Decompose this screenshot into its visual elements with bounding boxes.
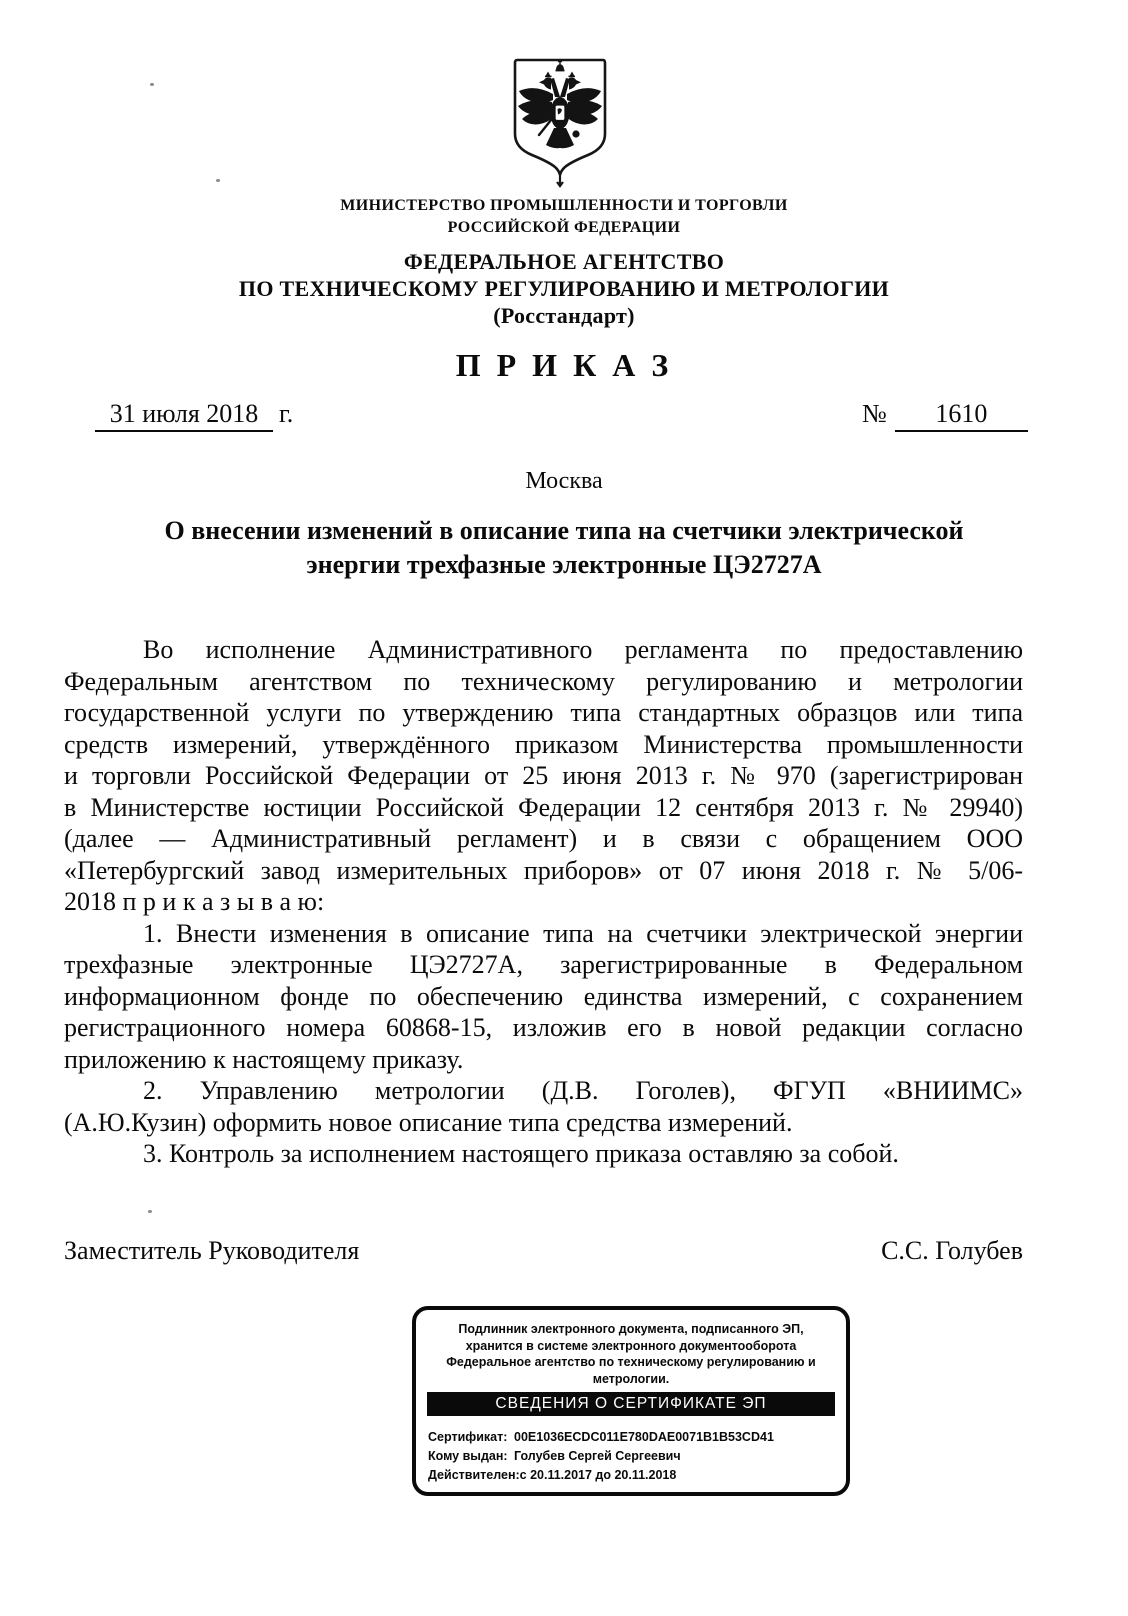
certificate-row xyxy=(428,1447,834,1466)
body-line: информационном фонде по обеспечению единства измерений, с сохранением xyxy=(64,981,1023,1011)
digital-signature-stamp xyxy=(412,1306,850,1496)
body-line: 2. Управлению метрологии (Д.В. Гоголев), ФГУП «ВНИИМС» xyxy=(143,1076,1023,1105)
signatory-name: С.С. Голубев xyxy=(881,1236,1023,1265)
signature-block xyxy=(64,1236,1023,1266)
order-number-block xyxy=(862,398,1028,432)
order-date: 31 июля 2018 xyxy=(95,398,273,432)
body-line: 3. Контроль за исполнением настоящего приказа оставляю за собой. xyxy=(143,1139,899,1168)
body-line: (А.Ю.Кузин) оформить новое описание типа средства измерений. xyxy=(64,1107,793,1137)
doc-type-heading: П Р И К А З xyxy=(455,347,673,383)
shield-tail xyxy=(557,173,563,186)
scan-speck xyxy=(150,83,154,86)
issued-to-value: Голубев Сергей Сергеевич xyxy=(514,1449,681,1463)
body-line: регистрационного номера 60868-15, изложив его в новой редакции согласно xyxy=(64,1013,1023,1042)
agency-name-line1: ФЕДЕРАЛЬНОЕ АГЕНТСТВО xyxy=(403,249,725,274)
body-line: «Петербургский завод измерительных приборов» от 07 июня 2018 г. № 5/06- xyxy=(64,855,1023,885)
body-line: 1. Внести изменения в описание типа на счетчики электрической энергии xyxy=(143,918,1023,948)
certificate-label: Сертификат: xyxy=(428,1430,508,1444)
order-city: Москва xyxy=(525,468,603,494)
body-line: средств измерений, утверждённого приказом Министерства промышленности xyxy=(64,729,1023,759)
body-line: трехфазные электронные ЦЭ2727А, зарегистрированные в Федеральном xyxy=(64,950,1023,979)
scan-speck xyxy=(216,179,220,182)
certificate-row xyxy=(428,1428,834,1447)
body-line: (далее — Административный регламент) и в связи с обращением ООО xyxy=(64,824,1023,853)
body-line: Во исполнение Административного регламента по предоставлению xyxy=(143,635,1023,664)
order-date-suffix: г. xyxy=(279,399,294,428)
double-headed-eagle xyxy=(518,60,602,149)
ministry-name-line1: МИНИСТЕРСТВО ПРОМЫШЛЕННОСТИ И ТОРГОВЛИ xyxy=(340,197,788,214)
stamp-header-line: Федеральное агентство по техническому регулированию и xyxy=(446,1355,816,1369)
order-title-line2: энергии трехфазные электронные ЦЭ2727А xyxy=(306,550,822,579)
body-line: приложению к настоящему приказу. xyxy=(64,1044,464,1074)
order-body-text xyxy=(64,634,1023,1170)
body-line: в Министерстве юстиции Российской Федерации 12 сентября 2013 г. № 29940) xyxy=(64,792,1023,822)
stamp-header-line: метрологии. xyxy=(592,1371,670,1386)
certificate-details xyxy=(428,1428,834,1485)
stamp-header-text xyxy=(432,1321,830,1387)
agency-short-name: (Росстандарт) xyxy=(493,303,635,328)
body-line: и торговли Российской Федерации от 25 июня 2013 г. № 970 (зарегистрирован xyxy=(64,761,1023,790)
valid-label: Действителен: xyxy=(428,1468,520,1482)
coat-of-arms-emblem xyxy=(505,56,615,188)
stamp-header-line: Подлинник электронного документа, подписанного ЭП, xyxy=(458,1322,804,1336)
body-line: государственной услуги по утверждению типа стандартных образцов или типа xyxy=(64,698,1023,727)
certificate-value: 00E1036ECDC011E780DAE0071B1B53CD41 xyxy=(514,1430,774,1444)
agency-name-line2: ПО ТЕХНИЧЕСКОМУ РЕГУЛИРОВАНИЮ И МЕТРОЛОГИИ xyxy=(238,276,890,301)
ministry-name-line2: РОССИЙСКОЙ ФЕДЕРАЦИИ xyxy=(447,219,681,236)
scan-speck xyxy=(148,1210,152,1213)
body-line: Федеральным агентством по техническому регулированию и метрологии xyxy=(64,666,1023,696)
stamp-header-line: хранится в системе электронного документооборота xyxy=(465,1338,797,1353)
certificate-row xyxy=(428,1466,834,1485)
body-line: 2018 п р и к а з ы в а ю: xyxy=(64,887,325,916)
order-title-line1: О внесении изменений в описание типа на счетчики электрической xyxy=(164,516,964,545)
certificate-info-bar: СВЕДЕНИЯ О СЕРТИФИКАТЕ ЭП xyxy=(427,1392,835,1416)
issued-to-label: Кому выдан: xyxy=(428,1449,508,1463)
valid-value: с 20.11.2017 до 20.11.2018 xyxy=(519,1468,677,1482)
signatory-position: Заместитель Руководителя xyxy=(64,1236,360,1265)
order-date-block xyxy=(95,398,293,432)
order-number: 1610 xyxy=(895,398,1028,432)
number-sign: № xyxy=(862,399,887,428)
